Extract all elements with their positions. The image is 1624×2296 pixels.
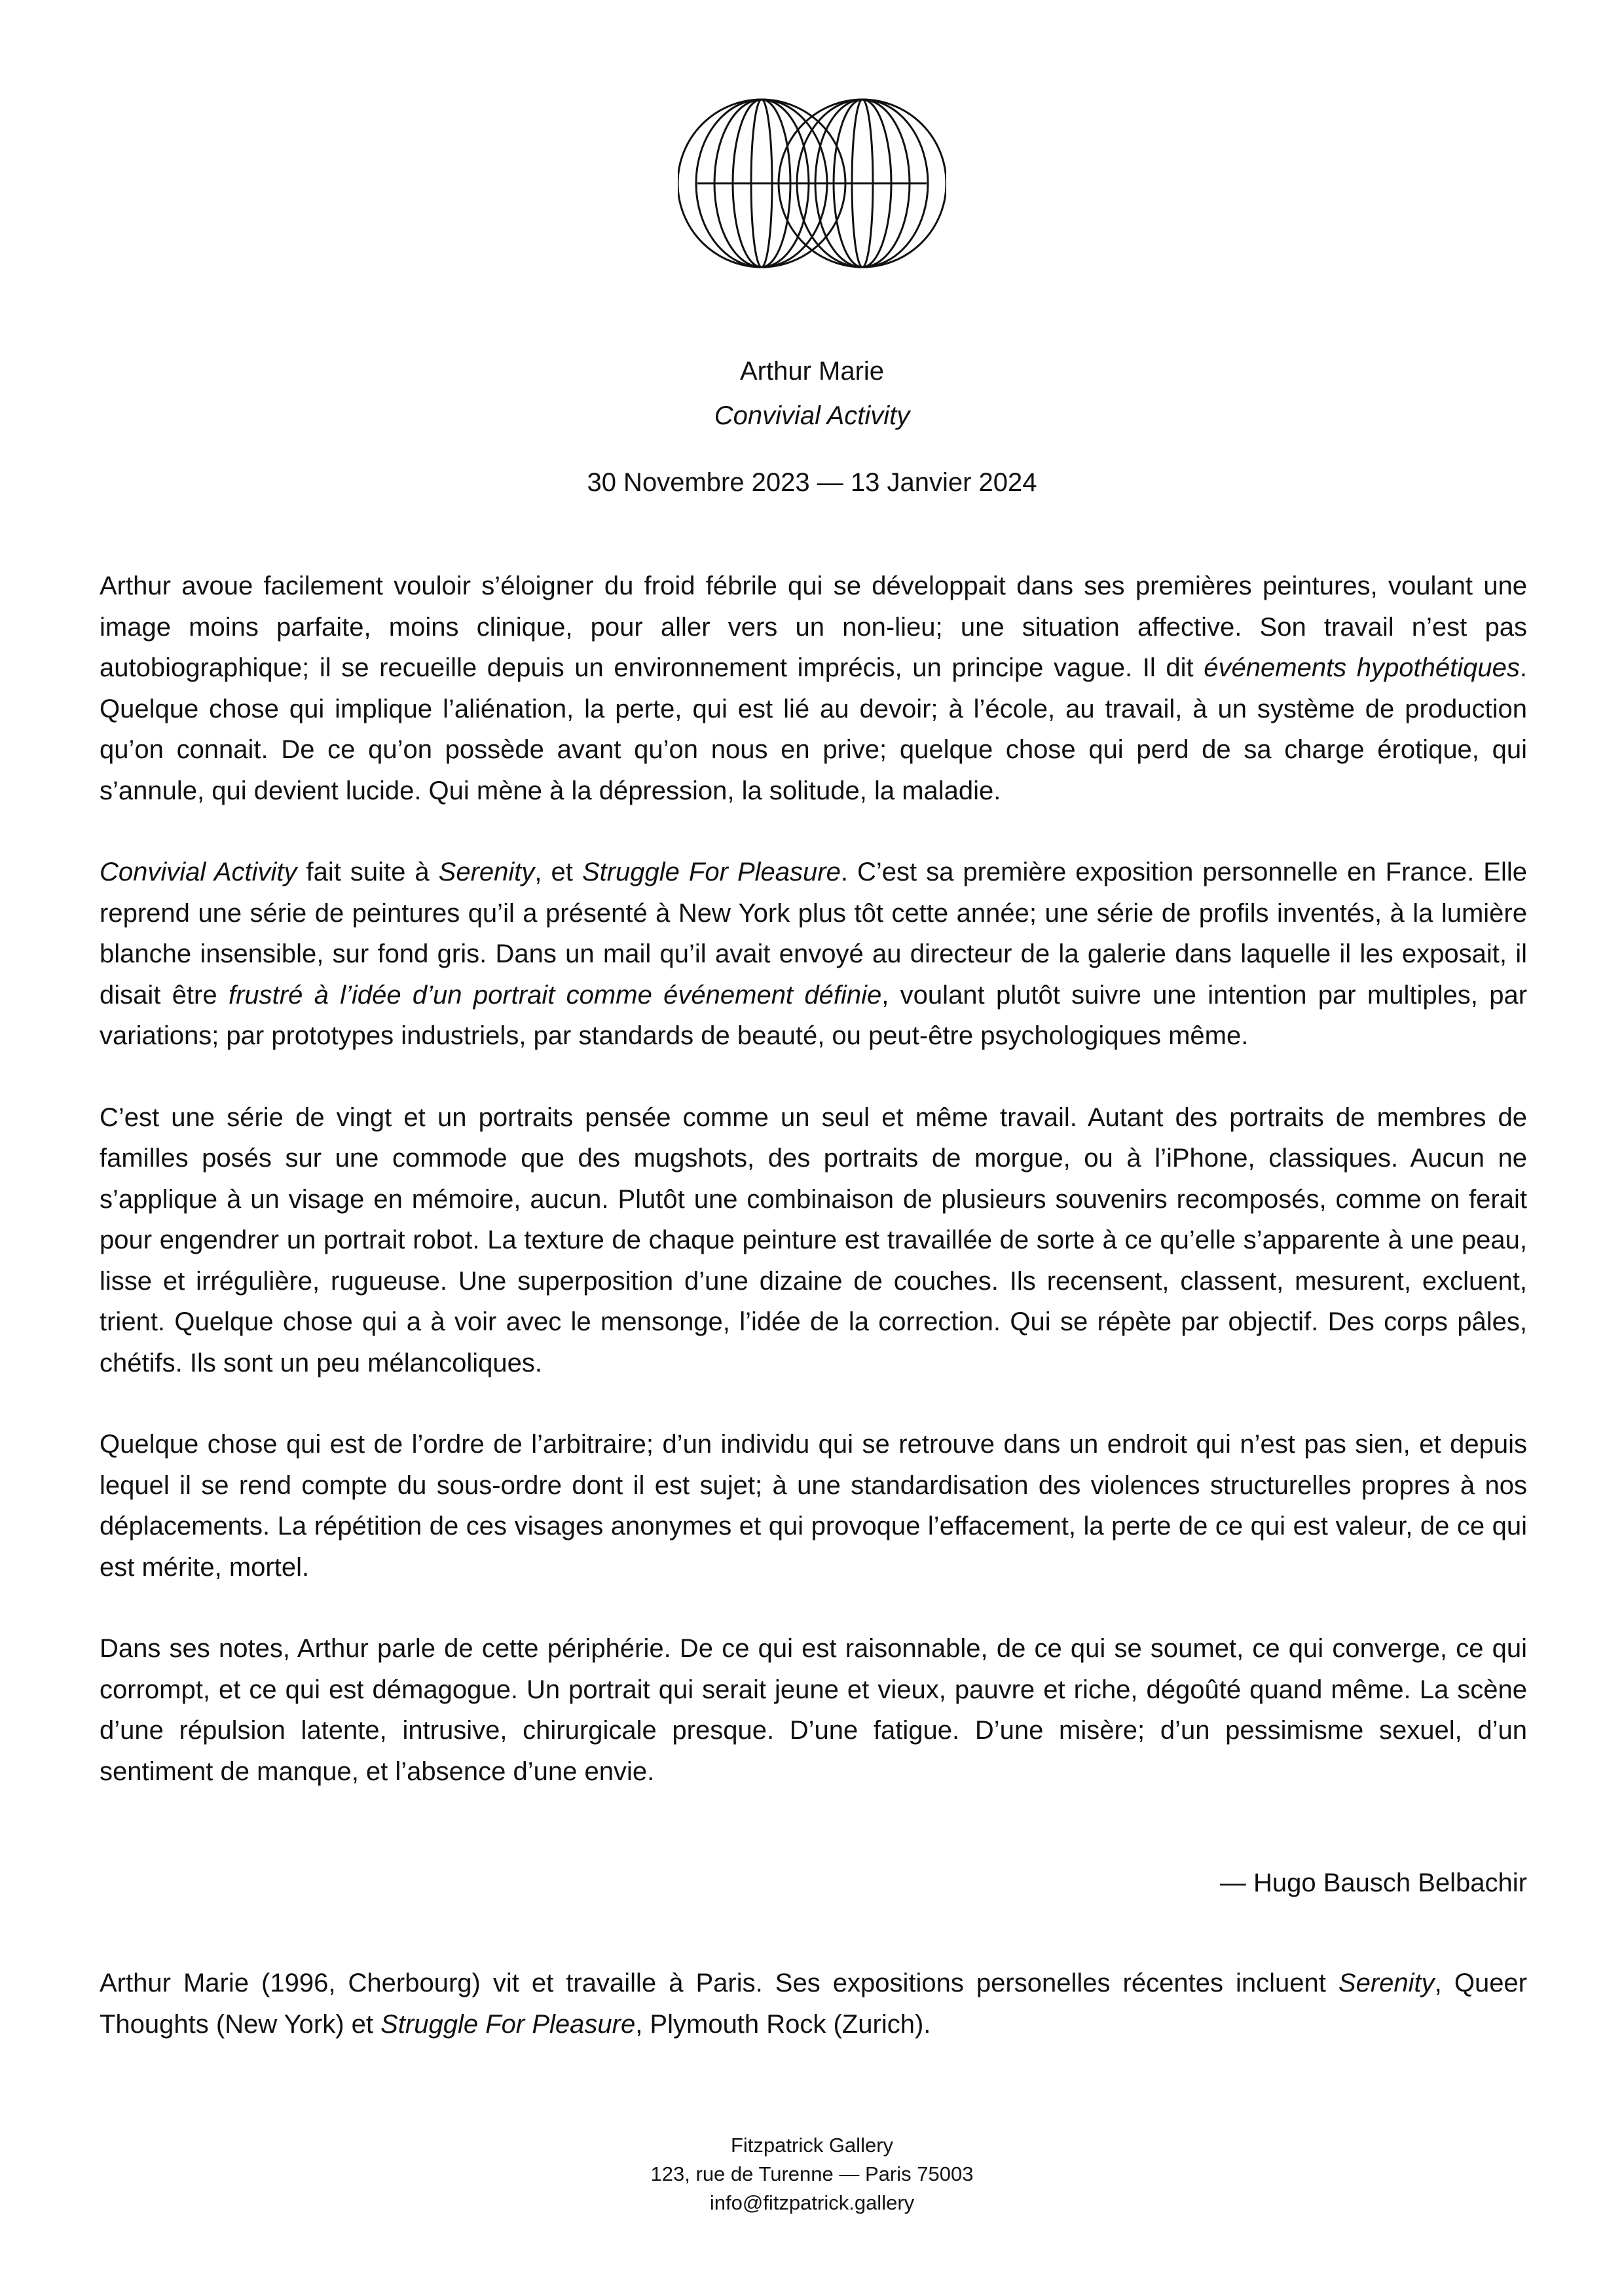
exhibition-title: Convivial Activity bbox=[714, 401, 910, 430]
bio-text: , Queer Thoughts (New York) et bbox=[100, 1969, 1528, 2039]
gallery-email[interactable]: info@fitzpatrick.gallery bbox=[709, 2191, 915, 2214]
paragraph-2-italic: Struggle For Pleasure bbox=[581, 858, 841, 886]
paragraph-1 bbox=[100, 566, 1527, 811]
artist-name: Arthur Marie bbox=[739, 357, 885, 386]
gallery-address: 123, rue de Turenne — Paris 75003 bbox=[650, 2162, 974, 2185]
paragraph-5: Dans ses notes, Arthur parle de cette périphérie. De ce qui est raisonnable, de ce qui se soumet, ce qui converge, ce qui corrompt, et ce qui est démagogue. Un portrait qui serait jeune et vieux, pauvre et riche, dégoûté quand même. La scène d’une répulsion latente, intrusive, chirurgicale presque. D’une fatigue. D’une misère; d’un pessimisme sexuel, d’un sentiment de manque, et l’absence d’une envie. bbox=[100, 1634, 1527, 1786]
paragraph-2-text: fait suite à bbox=[297, 858, 439, 886]
paragraph-2-text: . C’est sa première exposition personnelle en France. Elle reprend une série de peintures qu’il a présenté à New York plus tôt cette année; une série de profils inventés, à la lumière blanche insensible, sur fond gris. Dans un mail qu’il avait envoyé au directeur de la galerie dans laquelle il les exposait, il disait être bbox=[100, 858, 1528, 1010]
bio-text: , Plymouth Rock (Zurich). bbox=[635, 2009, 931, 2039]
paragraph-2-italic: Convivial Activity bbox=[100, 858, 297, 886]
paragraph-4: Quelque chose qui est de l’ordre de l’arbitraire; d’un individu qui se retrouve dans un endroit qui n’est pas sien, et depuis lequel il se rend compte du sous-ordre dont il est sujet; à une standardisation des violences structurelles propres à nos déplacements. La répétition de ces visages anonymes et qui provoque l’effacement, la perte de ce qui est valeur, de ce qui est mérite, mortel. bbox=[100, 1430, 1527, 1582]
paragraph-3: C’est une série de vingt et un portraits pensée comme un seul et même travail. Autant des portraits de membres de familles posés sur une commode que des mugshots, des portraits de morgue, ou à l’iPhone, classiques. Aucun ne s’applique à un visage en mémoire, aucun. Plutôt une combinaison de plusieurs souvenirs recomposés, comme on ferait pour engendrer un portrait robot. La texture de chaque peinture est travaillée de sorte à ce qu’elle s’apparente à une peau, lisse et irrégulière, rugueuse. Une superposition d’une dizaine de couches. Ils recensent, classent, mesurent, excluent, trient. Quelque chose qui a à voir avec le mensonge, l’idée de la correction. Qui se répète par objectif. Des corps pâles, chétifs. Ils sont un peu mélancoliques. bbox=[100, 1102, 1527, 1377]
paragraph-1-italic: événements hypothétiques bbox=[1204, 653, 1520, 682]
paragraph-2-italic: Serenity bbox=[438, 858, 535, 886]
artist-bio bbox=[100, 1963, 1527, 2045]
bio-italic: Struggle For Pleasure bbox=[380, 2009, 636, 2039]
press-text bbox=[100, 566, 1527, 1792]
author-signature: — Hugo Bausch Belbachir bbox=[1219, 1868, 1527, 1897]
gallery-footer bbox=[0, 2131, 1624, 2217]
bio-italic: Serenity bbox=[1338, 1969, 1435, 1997]
exhibition-dates: 30 Novembre 2023 — 13 Janvier 2024 bbox=[587, 468, 1037, 497]
paragraph-2 bbox=[100, 852, 1527, 1057]
paragraph-2-text: , voulant plutôt suivre une intention par multiples, par variations; par prototypes industriels, par standards de beauté, ou peut-être psychologiques même. bbox=[100, 980, 1528, 1050]
paragraph-1-text: Arthur avoue facilement vouloir s’éloigner du froid fébrile qui se développait dans ses premières peintures, voulant une image moins parfaite, moins clinique, pour aller vers un non-lieu; une situation affective. Son travail n’est pas autobiographique; il se recueille depuis un environnement imprécis, un principe vague. Il dit bbox=[100, 572, 1527, 682]
paragraph-2-italic: frustré à l’idée d’un portrait comme événement définie bbox=[228, 980, 882, 1010]
bio-text: Arthur Marie (1996, Cherbourg) vit et travaille à Paris. Ses expositions personelles récentes incluent bbox=[100, 1969, 1338, 1997]
paragraph-1-text: . Quelque chose qui implique l’aliénation, la perte, qui est lié au devoir; à l’école, au travail, à un système de production qu’on connait. De ce qu’on possède avant qu’on nous en prive; quelque chose qui perd de sa charge érotique, qui s’annule, qui devient lucide. Qui mène à la dépression, la solitude, la maladie. bbox=[100, 653, 1528, 805]
gallery-name: Fitzpatrick Gallery bbox=[730, 2134, 894, 2157]
paragraph-2-text: , et bbox=[534, 858, 582, 886]
gallery-logo-icon bbox=[678, 88, 946, 278]
